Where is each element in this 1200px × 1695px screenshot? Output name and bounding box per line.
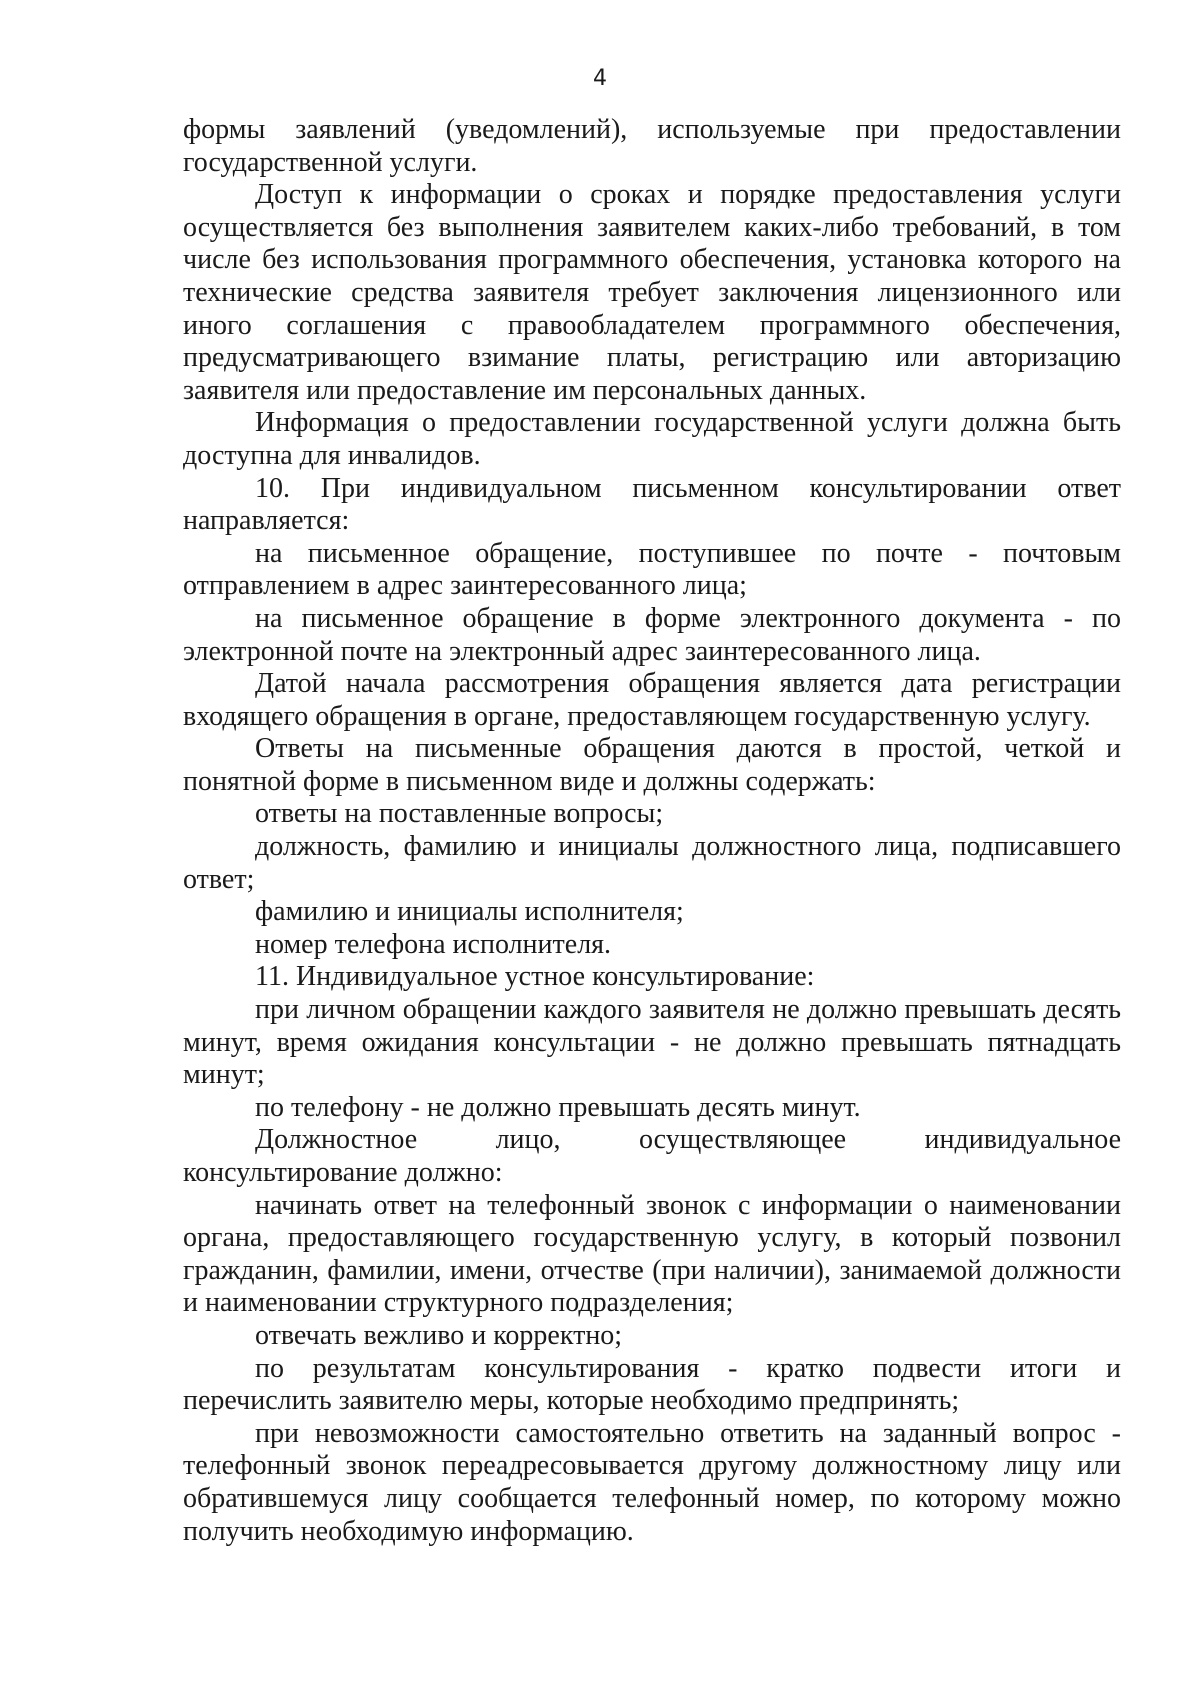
paragraph: 11. Индивидуальное устное консультирование:	[255, 961, 815, 993]
paragraph: Ответы на письменные обращения даются в простой, четкой и понятной форме в письменном виде и должны содержать:	[183, 733, 1121, 797]
paragraph: должность, фамилию и инициалы должностного лица, подписавшего ответ;	[183, 831, 1121, 895]
paragraph: при невозможности самостоятельно ответить на заданный вопрос - телефонный звонок переадресовывается другому должностному лицу или обратившемуся лицу сообщается телефонный номер, по которому можно получить необходимую информацию.	[183, 1417, 1121, 1547]
document-body	[183, 114, 1121, 1548]
paragraph: Доступ к информации о сроках и порядке предоставления услуги осуществляется без выполнения заявителем каких-либо требований, в том числе без использования программного обеспечения, установка которого на технические средства заявителя требует заключения лицензионного или иного соглашения с правообладателем программного обеспечения, предусматривающего взимание платы, регистрацию или авторизацию заявителя или предоставление им персональных данных.	[183, 179, 1121, 406]
paragraph: ответы на поставленные вопросы;	[255, 798, 664, 830]
paragraph: отвечать вежливо и корректно;	[255, 1319, 623, 1351]
paragraph: на письменное обращение в форме электронного документа - по электронной почте на электронный адрес заинтересованного лица.	[183, 602, 1121, 667]
paragraph: 10. При индивидуальном письменном консультировании ответ направляется:	[183, 472, 1121, 537]
paragraph: по телефону - не должно превышать десять минут.	[255, 1091, 861, 1123]
paragraph: по результатам консультирования - кратко подвести итоги и перечислить заявителю меры, которые необходимо предпринять;	[183, 1352, 1121, 1417]
page-number: 4	[593, 66, 607, 91]
paragraph: Должностное лицо, осуществляющее индивидуальное консультирование должно:	[183, 1124, 1121, 1188]
paragraph: Информация о предоставлении государственной услуги должна быть доступна для инвалидов.	[183, 407, 1121, 471]
paragraph: формы заявлений (уведомлений), используемые при предоставлении государственной услуги.	[183, 114, 1121, 178]
paragraph: при личном обращении каждого заявителя не должно превышать десять минут, время ожидания консультации - не должно превышать пятнадцать минут;	[183, 994, 1121, 1091]
paragraph: начинать ответ на телефонный звонок с информации о наименовании органа, предоставляющего государственную услугу, в который позвонил гражданин, фамилии, имени, отчестве (при наличии), занимаемой должности и наименовании структурного подразделения;	[183, 1189, 1121, 1319]
paragraph: номер телефона исполнителя.	[255, 928, 612, 960]
paragraph: на письменное обращение, поступившее по почте - почтовым отправлением в адрес заинтересованного лица;	[183, 537, 1121, 602]
paragraph: фамилию и инициалы исполнителя;	[255, 896, 684, 928]
paragraph: Датой начала рассмотрения обращения является дата регистрации входящего обращения в органе, предоставляющем государственную услугу.	[183, 668, 1121, 732]
